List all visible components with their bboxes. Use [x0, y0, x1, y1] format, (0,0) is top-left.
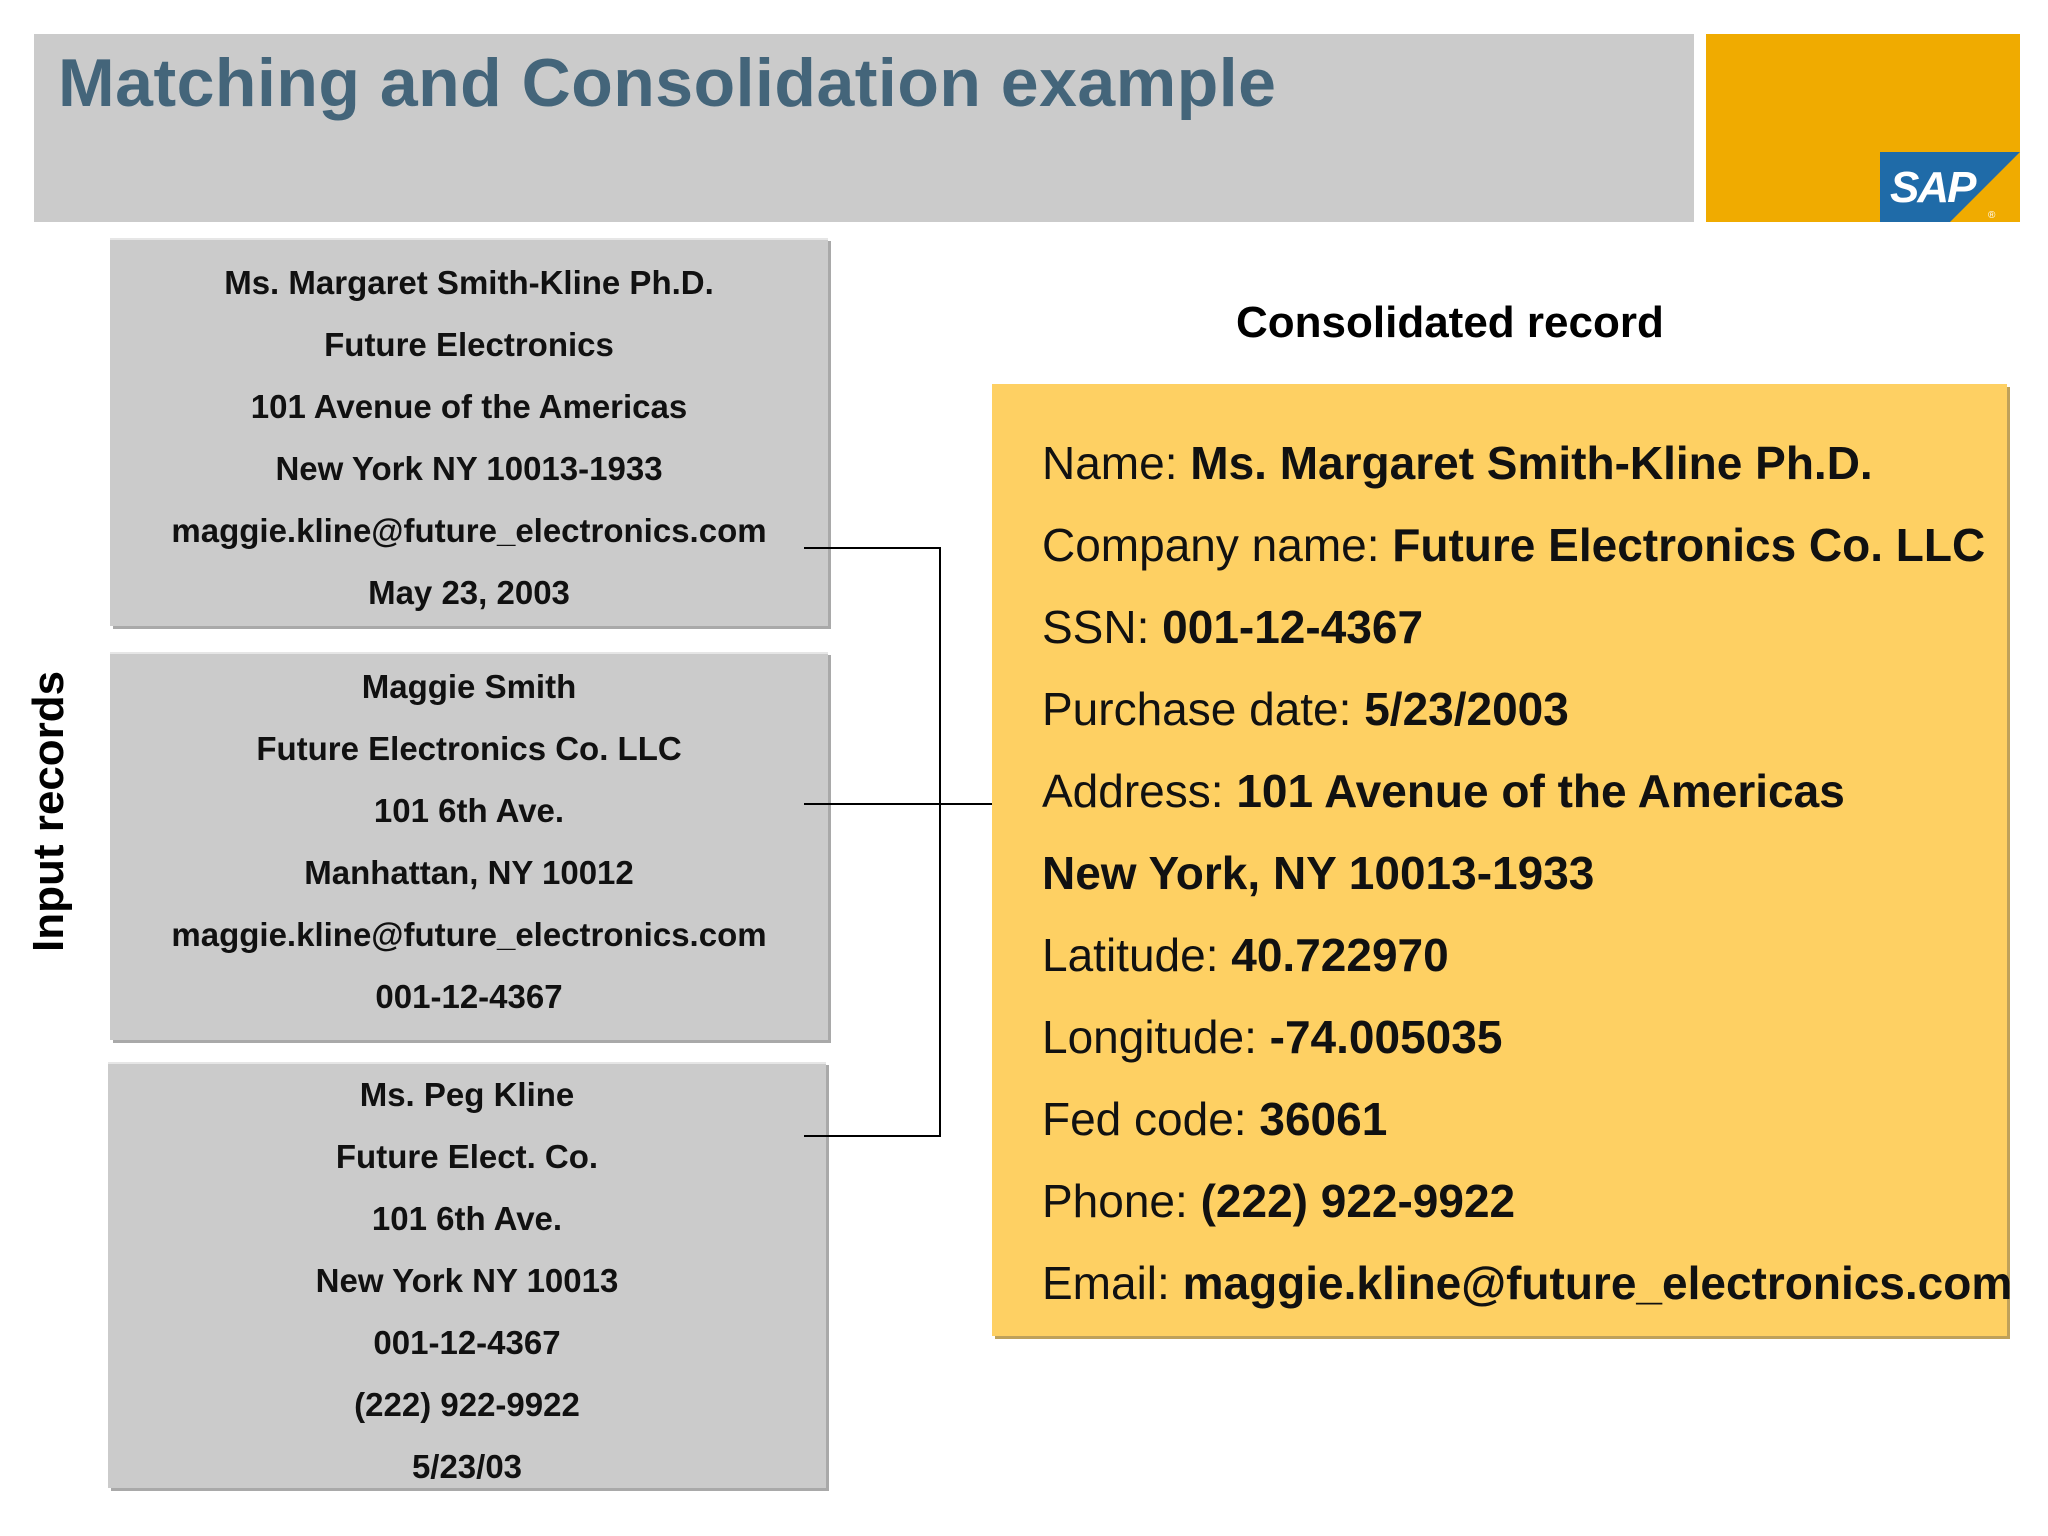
- record-line: 101 6th Ave.: [373, 792, 565, 829]
- record-line: (222) 922-9922: [354, 1386, 580, 1423]
- connector-record-1: [804, 548, 940, 1136]
- field-phone: Phone: (222) 922-9922: [1042, 1175, 1516, 1227]
- record-line: 101 Avenue of the Americas: [250, 388, 688, 425]
- field-fed-code: Fed code: 36061: [1042, 1093, 1388, 1145]
- consolidated-record-label: Consolidated record: [1236, 298, 1664, 347]
- record-line: 101 6th Ave.: [371, 1200, 563, 1237]
- record-line: May 23, 2003: [368, 574, 570, 611]
- record-line: Future Electronics Co. LLC: [256, 730, 682, 767]
- field-company-name: Company name: Future Electronics Co. LLC: [1042, 519, 1986, 571]
- record-line: Future Electronics: [324, 326, 614, 363]
- record-line: Maggie Smith: [361, 668, 577, 705]
- field-longitude: Longitude: -74.005035: [1042, 1011, 1503, 1063]
- record-line: 001-12-4367: [375, 978, 563, 1015]
- svg-text:SAP: SAP: [1890, 163, 1975, 212]
- field-latitude: Latitude: 40.722970: [1042, 929, 1449, 981]
- record-line: maggie.kline@future_electronics.com: [171, 512, 767, 549]
- record-line: Ms. Margaret Smith-Kline Ph.D.: [224, 264, 714, 301]
- record-line: maggie.kline@future_electronics.com: [171, 916, 767, 953]
- field-ssn: SSN: 001-12-4367: [1042, 601, 1424, 653]
- page-title: Matching and Consolidation example: [58, 45, 1277, 121]
- consolidated-record: [992, 384, 2013, 1336]
- record-line: New York NY 10013-1933: [275, 450, 663, 487]
- field-purchase-date: Purchase date: 5/23/2003: [1042, 683, 1569, 735]
- field-address-city: New York, NY 10013-1933: [1042, 847, 1595, 899]
- field-address: Address: 101 Avenue of the Americas: [1042, 765, 1845, 817]
- record-line: 001-12-4367: [373, 1324, 561, 1361]
- field-email: Email: maggie.kline@future_electronics.com: [1042, 1257, 2013, 1309]
- record-line: 5/23/03: [411, 1448, 523, 1485]
- record-line: Ms. Peg Kline: [359, 1076, 575, 1113]
- svg-text:®: ®: [1988, 210, 1996, 221]
- input-records-label: Input records: [24, 670, 73, 952]
- record-line: Manhattan, NY 10012: [304, 854, 634, 891]
- field-name: Name: Ms. Margaret Smith-Kline Ph.D.: [1042, 437, 1873, 489]
- record-line: New York NY 10013: [315, 1262, 619, 1299]
- record-line: Future Elect. Co.: [335, 1138, 599, 1175]
